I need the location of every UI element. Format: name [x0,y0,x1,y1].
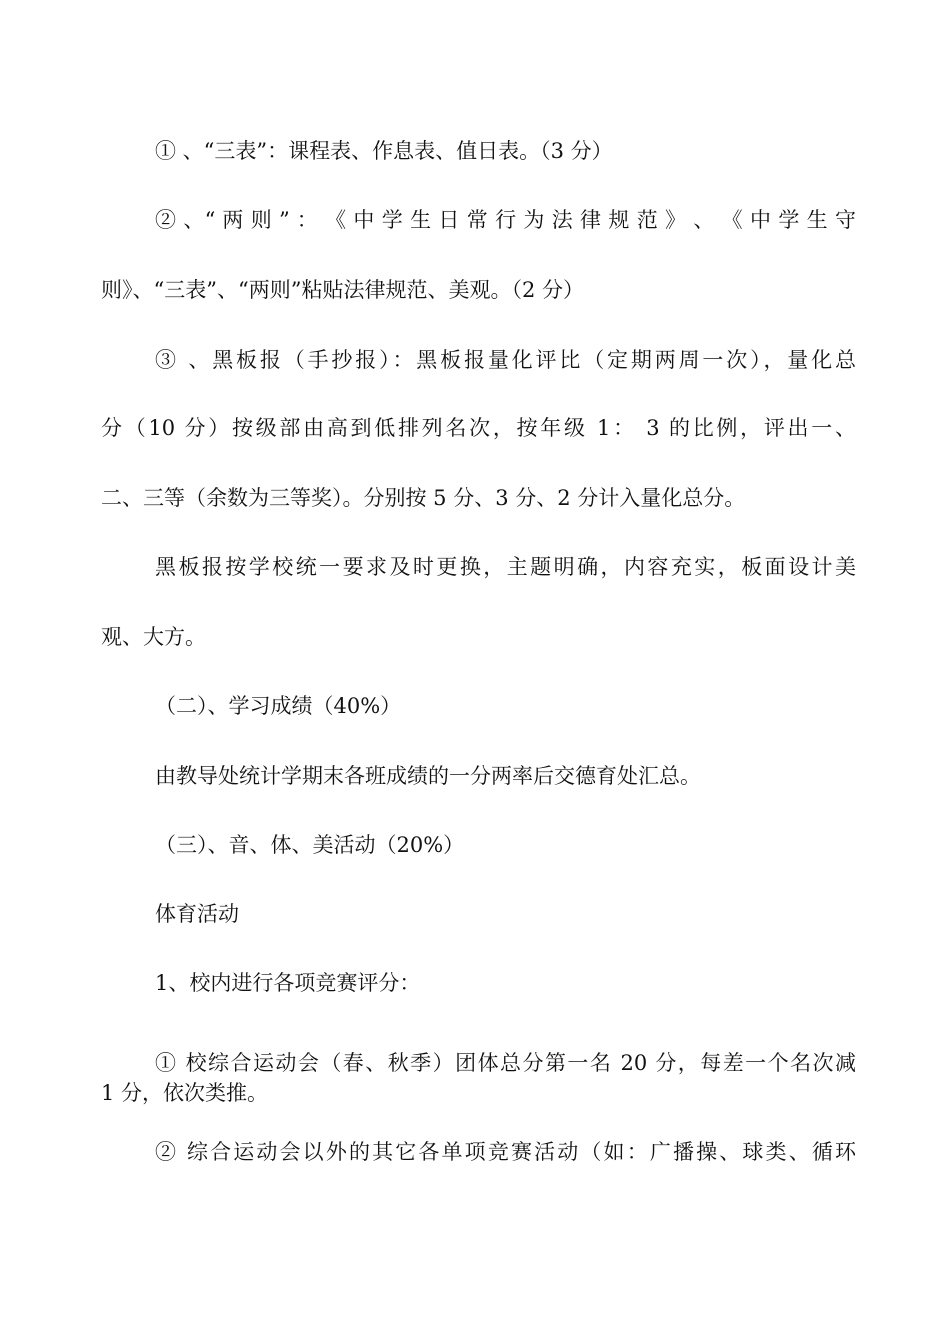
paragraph-line-1: ① 、“三表”：课程表、作息表、值日表。（3 分） [155,139,613,163]
paragraph-line-7: 黑板报按学校统一要求及时更换，主题明确，内容充实，板面设计美 [155,555,856,579]
paragraph-line-4: ③ 、黑板报（手抄报）：黑板报量化评比（定期两周一次），量化总 [155,348,856,372]
list-item-1: 1、校内进行各项竞赛评分： [155,971,421,995]
section-heading-study: （二）、学习成绩（40%） [155,694,402,718]
paragraph-line-14: ① 校综合运动会（春、秋季）团体总分第一名 20 分，每差一个名次减 [155,1051,856,1075]
paragraph-line-16: ② 综合运动会以外的其它各单项竞赛活动（如：广播操、球类、循环 [155,1140,856,1164]
paragraph-line-6: 二、三等（余数为三等奖）。分别按 5 分、3 分、2 分计入量化总分。 [101,486,746,510]
paragraph-line-2: ② 、“ 两 则 ” ： 《 中 学 生 日 常 行 为 法 律 规 范 》 、 《 中 学 生 守 [155,208,856,232]
paragraph-line-5: 分（10 分）按级部由高到低排列名次，按年级 1： 3 的比例，评出一、 [101,416,856,440]
paragraph-line-3: 则》、“三表”、“两则”粘贴法律规范、美观。（2 分） [101,278,584,302]
paragraph-line-8: 观、大方。 [101,625,206,649]
paragraph-line-15: 1 分，依次类推。 [101,1081,269,1105]
paragraph-line-10: 由教导处统计学期末各班成绩的一分两率后交德育处汇总。 [155,764,701,788]
subheading-sports: 体育活动 [155,902,239,926]
section-heading-activities: （三）、音、体、美活动（20%） [155,833,465,857]
